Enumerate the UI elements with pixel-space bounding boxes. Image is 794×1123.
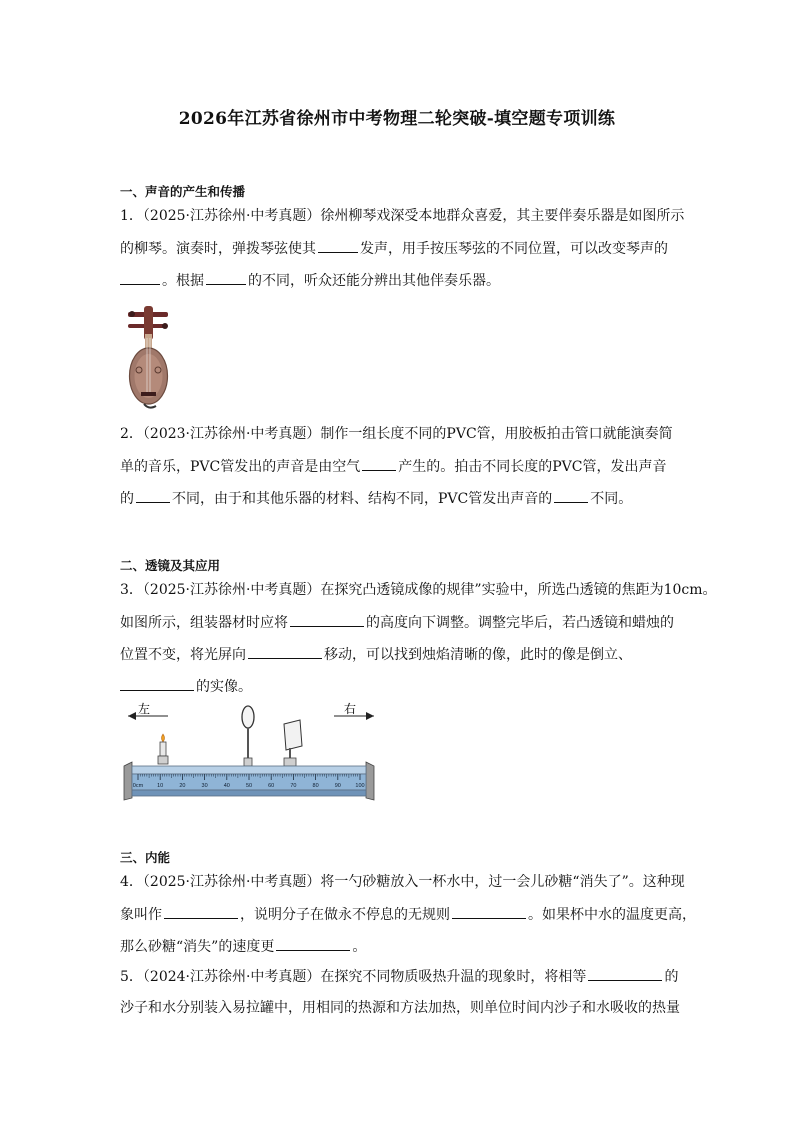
candle	[158, 734, 168, 764]
q3-blank-2[interactable]	[248, 644, 322, 659]
q4-line-2: 象叫作 ，说明分子在做永不停息的无规则 。如果杯中水的温度更高，	[120, 904, 680, 925]
q3-line-4: 的实像。	[120, 676, 680, 697]
ruler-tick-label: 100	[355, 783, 365, 789]
q5-line-1: 5．（2024·江苏徐州·中考真题）在探究不同物质吸热升温的现象时，将相等 的	[120, 966, 680, 987]
q4-line-1: 4．（2025·江苏徐州·中考真题）将一勺砂糖放入一杯水中，过一会儿砂糖“消失了”。这种现	[120, 874, 685, 890]
page-title: 2026年江苏省徐州市中考物理二轮突破-填空题专项训练	[178, 109, 616, 129]
q1-line-1: 1．（2025·江苏徐州·中考真题）徐州柳琴戏深受本地群众喜爱，其主要伴奏乐器是如图所示	[120, 208, 685, 224]
ruler-tick-label: 50	[245, 783, 253, 789]
left-direction-label: 左	[138, 702, 151, 716]
liuqin-instrument-figure	[122, 304, 174, 412]
ruler-tick-label: 80	[312, 783, 319, 789]
ruler-tick-label: 40	[223, 783, 230, 789]
q2-blank-1[interactable]	[362, 456, 396, 471]
q2-blank-2[interactable]	[136, 488, 170, 503]
optical-bench-figure	[118, 700, 386, 806]
q3-blank-3[interactable]	[120, 676, 194, 691]
q5-blank-1[interactable]	[588, 966, 662, 981]
q1-blank-1[interactable]	[318, 238, 358, 253]
q5-line-2: 沙子和水分别装入易拉罐中，用相同的热源和方法加热，则单位时间内沙子和水吸收的热量	[120, 1000, 680, 1016]
q4-line-3: 那么砂糖“消失”的速度更 。	[120, 936, 680, 957]
ruler-tick-label: 30	[201, 783, 208, 789]
q3-line-1: 3．（2025·江苏徐州·中考真题）在探究凸透镜成像的规律”实验中，所选凸透镜的焦距为10cm。	[120, 582, 717, 598]
ruler-tick-label: 70	[290, 783, 297, 789]
q1-blank-3[interactable]	[206, 270, 246, 285]
light-screen	[284, 720, 302, 766]
ruler-tick-label: 10	[157, 783, 164, 789]
right-direction-label: 右	[344, 702, 357, 716]
q3-blank-1[interactable]	[290, 612, 364, 627]
section-heading-lens: 二、透镜及其应用	[120, 558, 221, 573]
convex-lens	[242, 706, 254, 766]
section-heading-internal-energy: 三、内能	[120, 850, 171, 865]
ruler-tick-label: 60	[268, 783, 275, 789]
q2-line-3: 的 不同，由于和其他乐器的材料、结构不同，PVC管发出声音的 不同。	[120, 488, 680, 509]
ruler-tick-label: 90	[334, 783, 341, 789]
q2-blank-3[interactable]	[554, 488, 588, 503]
q1-line-3: 。根据 的不同，听众还能分辨出其他伴奏乐器。	[120, 270, 680, 291]
q3-line-3: 位置不变，将光屏向 移动，可以找到烛焰清晰的像，此时的像是倒立、	[120, 644, 680, 665]
q4-blank-3[interactable]	[276, 936, 350, 951]
section-heading-sound: 一、声音的产生和传播	[120, 184, 246, 199]
q1-line-2: 的柳琴。演奏时，弹拨琴弦使其 发声，用手按压琴弦的不同位置，可以改变琴声的	[120, 238, 680, 259]
ruler-tick-label: 0cm	[132, 783, 144, 789]
optical-rail	[124, 762, 374, 800]
ruler-tick-label: 20	[179, 783, 186, 789]
q2-line-2: 单的音乐，PVC管发出的声音是由空气 产生的。拍击不同长度的PVC管，发出声音	[120, 456, 680, 477]
q4-blank-2[interactable]	[452, 904, 526, 919]
q3-line-2: 如图所示，组装器材时应将 的高度向下调整。调整完毕后，若凸透镜和蜡烛的	[120, 612, 680, 633]
q1-blank-2[interactable]	[120, 270, 160, 285]
q4-blank-1[interactable]	[164, 904, 238, 919]
q2-line-1: 2．（2023·江苏徐州·中考真题）制作一组长度不同的PVC管，用胶板拍击管口就能演奏简	[120, 426, 673, 442]
